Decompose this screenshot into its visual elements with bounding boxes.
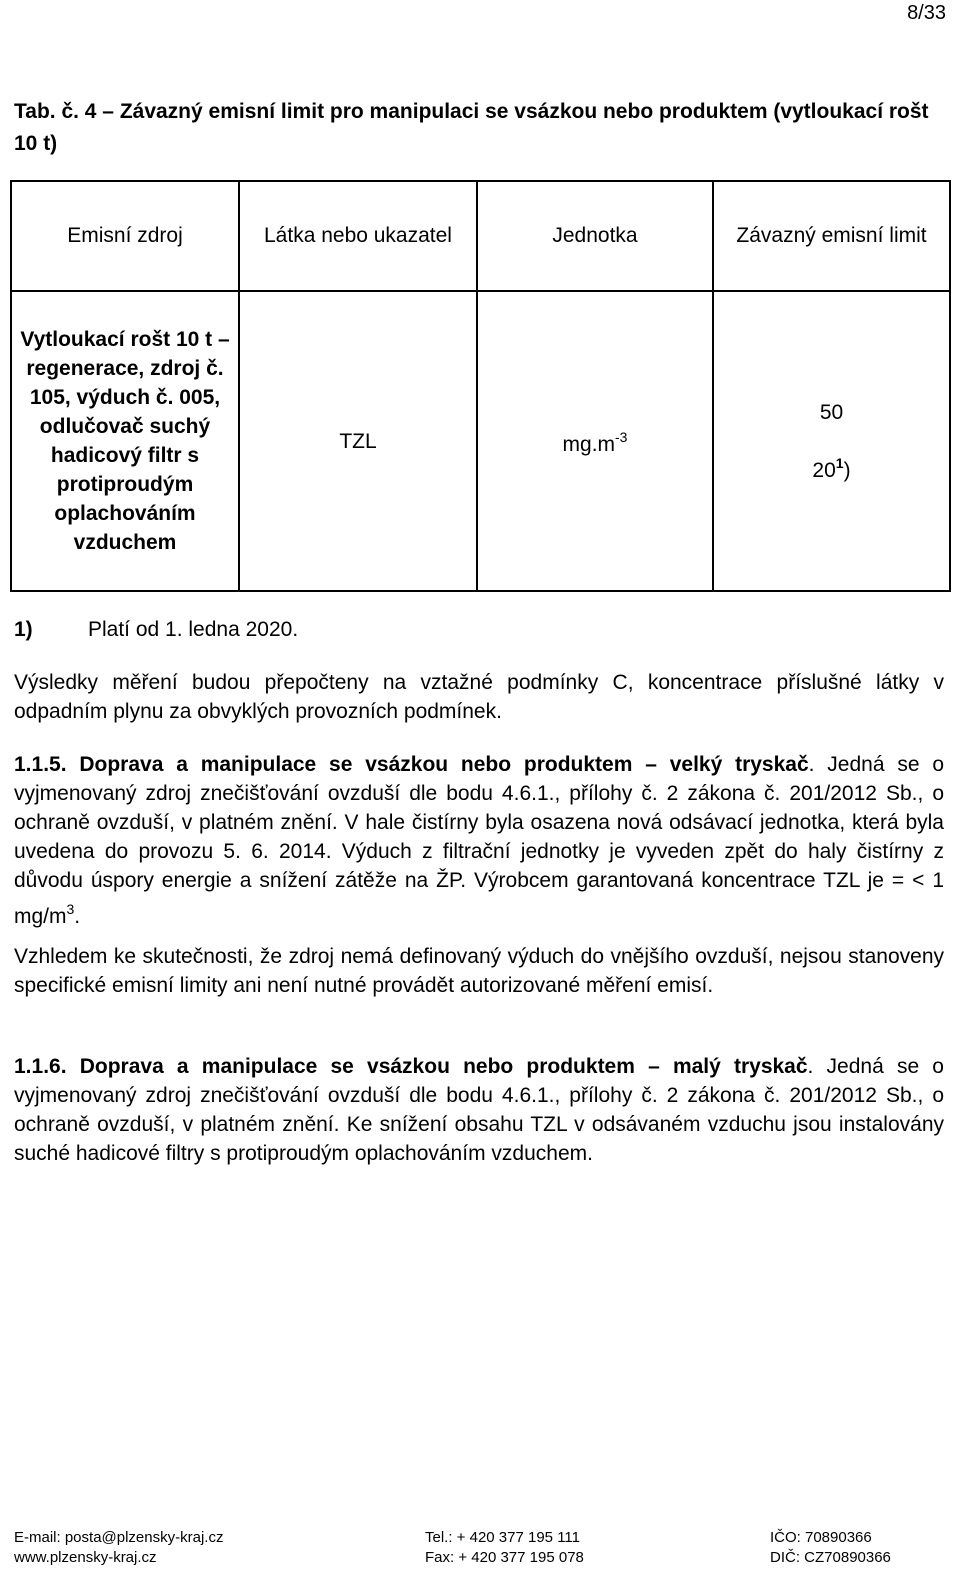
header-limit: Závazný emisní limit bbox=[713, 181, 950, 291]
section-body-1-1-6: . Jedná se o vyjmenovaný zdroj znečišťování ovzduší dle bodu 4.6.1., přílohy č. 2 zákona č. 201/2012 Sb., o ochraně ovzduší, v platném znění. Ke snížení obsahu TZL v odsávaném vzduchu jsou instalovány suché hadicové filtry s protiproudým oplachováním vzduchem. bbox=[14, 1055, 944, 1165]
footnote-number: 1) bbox=[14, 618, 33, 641]
section-heading-1-1-5: 1.1.5. Doprava a manipulace se vsázkou nebo produktem – velký tryskač bbox=[14, 753, 809, 776]
limit-2-footnote-ref: 1 bbox=[835, 454, 844, 471]
paragraph-no-limits: Vzhledem ke skutečnosti, že zdroj nemá definovaný výduch do vnějšího ovzduší, nejsou stanoveny specifické emisní limity ani není nutné provádět autorizované měření emisí. bbox=[14, 945, 944, 997]
paragraph-small-blaster bbox=[14, 1052, 944, 1168]
header-unit: Jednotka bbox=[477, 181, 713, 291]
unit-base: mg.m bbox=[562, 433, 616, 456]
unit-exponent: -3 bbox=[615, 429, 628, 445]
footer-email: E-mail: posta@plzensky-kraj.cz bbox=[14, 1529, 224, 1546]
footer-company-ids bbox=[770, 1528, 891, 1568]
table-row bbox=[11, 291, 950, 591]
limit-2-base: 20 bbox=[812, 458, 836, 482]
cell-limit bbox=[713, 291, 950, 591]
footer-fax: Fax: + 420 377 195 078 bbox=[425, 1549, 584, 1566]
emission-limit-table bbox=[10, 180, 951, 592]
section-heading-1-1-6: 1.1.6. Doprava a manipulace se vsázkou nebo produktem – malý tryskač bbox=[14, 1055, 808, 1078]
cell-substance: TZL bbox=[239, 291, 477, 591]
unit-exponent-m3: 3 bbox=[66, 901, 75, 917]
footer-ico: IČO: 70890366 bbox=[770, 1529, 872, 1546]
footer-contact-web bbox=[14, 1528, 223, 1568]
header-source: Emisní zdroj bbox=[11, 181, 239, 291]
header-substance: Látka nebo ukazatel bbox=[239, 181, 477, 291]
limit-2-end: ) bbox=[843, 458, 851, 482]
section-body-1-1-5: . Jedná se o vyjmenovaný zdroj znečišťování ovzduší dle bodu 4.6.1., přílohy č. 2 zákona č. 201/2012 Sb., o ochraně ovzduší, v platném znění. V hale čistírny byla osazena nová odsávací jednotka, která byla uvedena do provozu 5. 6. 2014. Výduch z filtrační jednotky je vyveden zpět do haly čistírny z důvodu úspory energie a snížení zátěže na ŽP. Výrobcem garantovaná koncentrace TZL je = < 1 mg/m bbox=[14, 753, 944, 928]
cell-unit bbox=[477, 291, 713, 591]
page-number: 8/33 bbox=[907, 2, 946, 24]
limit-value-1: 50 bbox=[819, 400, 844, 424]
footer-contact-phone bbox=[425, 1528, 584, 1568]
section-end-1-1-5: . bbox=[74, 905, 81, 928]
footnote bbox=[14, 618, 298, 642]
footer-dic: DIČ: CZ70890366 bbox=[770, 1549, 891, 1566]
table-header-row bbox=[11, 181, 950, 291]
footnote-text: Platí od 1. ledna 2020. bbox=[88, 618, 299, 641]
footer-web: www.plzensky-kraj.cz bbox=[14, 1549, 157, 1566]
limit-value-2 bbox=[718, 449, 945, 485]
paragraph-large-blaster bbox=[14, 750, 944, 931]
table-caption: Tab. č. 4 – Závazný emisní limit pro manipulaci se vsázkou nebo produktem (vytloukací rošt 10 t) bbox=[14, 100, 929, 155]
footer-tel: Tel.: + 420 377 195 111 bbox=[425, 1529, 580, 1546]
cell-source: Vytloukací rošt 10 t – regenerace, zdroj č. 105, výduch č. 005, odlučovač suchý hadicový filtr s protiproudým oplachováním vzduchem bbox=[11, 291, 239, 591]
paragraph-conditions: Výsledky měření budou přepočteny na vztažné podmínky C, koncentrace příslušné látky v odpadním plynu za obvyklých provozních podmínek. bbox=[14, 671, 944, 723]
